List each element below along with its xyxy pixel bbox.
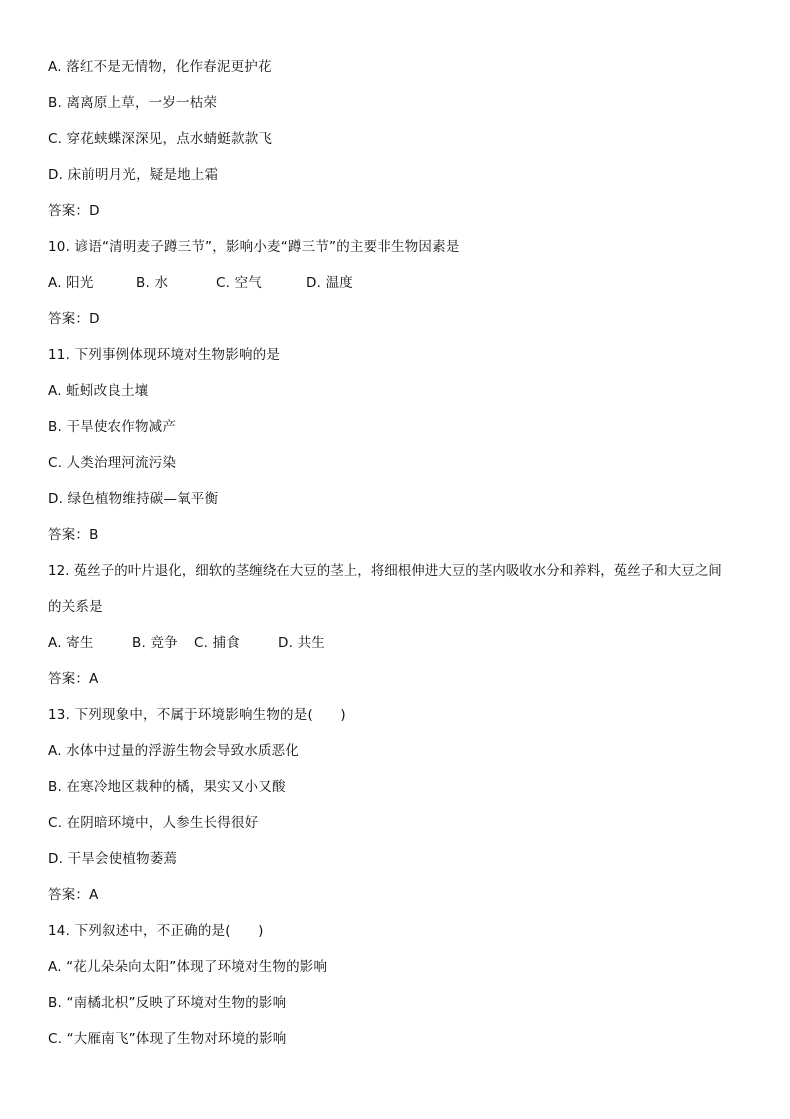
q12-option-b: B. 竞争 [132, 635, 178, 651]
q14-option-a: A. “花儿朵朵向太阳”体现了环境对生物的影响 [48, 959, 328, 975]
q13-option-a: A. 水体中过量的浮游生物会导致水质恶化 [48, 743, 300, 759]
q14-option-c: C. “大雁南飞”体现了生物对环境的影响 [48, 1031, 287, 1047]
q13-answer: 答案：A [48, 887, 99, 903]
q12-question-line2: 的关系是 [48, 599, 103, 615]
q10-question: 10. 谚语“清明麦子蹲三节”，影响小麦“蹲三节”的主要非生物因素是 [48, 239, 460, 255]
q10-option-c: C. 空气 [216, 275, 263, 291]
q12-option-c: C. 捕食 [194, 635, 241, 651]
q12-options [48, 634, 325, 652]
q12-question-line1: 12. 菟丝子的叶片退化，细软的茎缠绕在大豆的茎上，将细根伸进大豆的茎内吸收水分和养料，菟丝子和大豆之间 [48, 563, 722, 579]
q11-option-d: D. 绿色植物维持碳—氧平衡 [48, 491, 219, 507]
q11-option-b: B. 干旱使农作物减产 [48, 419, 177, 435]
q10-option-a: A. 阳光 [48, 275, 94, 291]
q11-option-c: C. 人类治理河流污染 [48, 455, 177, 471]
q11-answer: 答案：B [48, 527, 99, 543]
q12-answer: 答案：A [48, 671, 99, 687]
q10-option-b: B. 水 [136, 275, 169, 291]
q10-options [48, 274, 353, 292]
q14-option-b: B. “南橘北枳”反映了环境对生物的影响 [48, 995, 287, 1011]
q9-answer: 答案：D [48, 203, 100, 219]
q9-option-d: D. 床前明月光，疑是地上霜 [48, 167, 219, 183]
q11-option-a: A. 蚯蚓改良土壤 [48, 383, 149, 399]
q12-option-d: D. 共生 [278, 635, 325, 651]
q9-option-a: A. 落红不是无情物，化作春泥更护花 [48, 59, 272, 75]
q9-option-c: C. 穿花蛱蝶深深见，点水蜻蜓款款飞 [48, 131, 273, 147]
q13-option-d: D. 干旱会使植物萎蔫 [48, 851, 178, 867]
q9-option-b: B. 离离原上草，一岁一枯荣 [48, 95, 218, 111]
q13-option-c: C. 在阴暗环境中，人参生长得很好 [48, 815, 259, 831]
q13-option-b: B. 在寒冷地区栽种的橘，果实又小又酸 [48, 779, 286, 795]
q13-question: 13. 下列现象中，不属于环境影响生物的是( ) [48, 707, 346, 723]
q14-question: 14. 下列叙述中，不正确的是( ) [48, 923, 264, 939]
q10-option-d: D. 温度 [306, 275, 353, 291]
q12-option-a: A. 寄生 [48, 635, 94, 651]
q10-answer: 答案：D [48, 311, 100, 327]
q11-question: 11. 下列事例体现环境对生物影响的是 [48, 347, 281, 363]
